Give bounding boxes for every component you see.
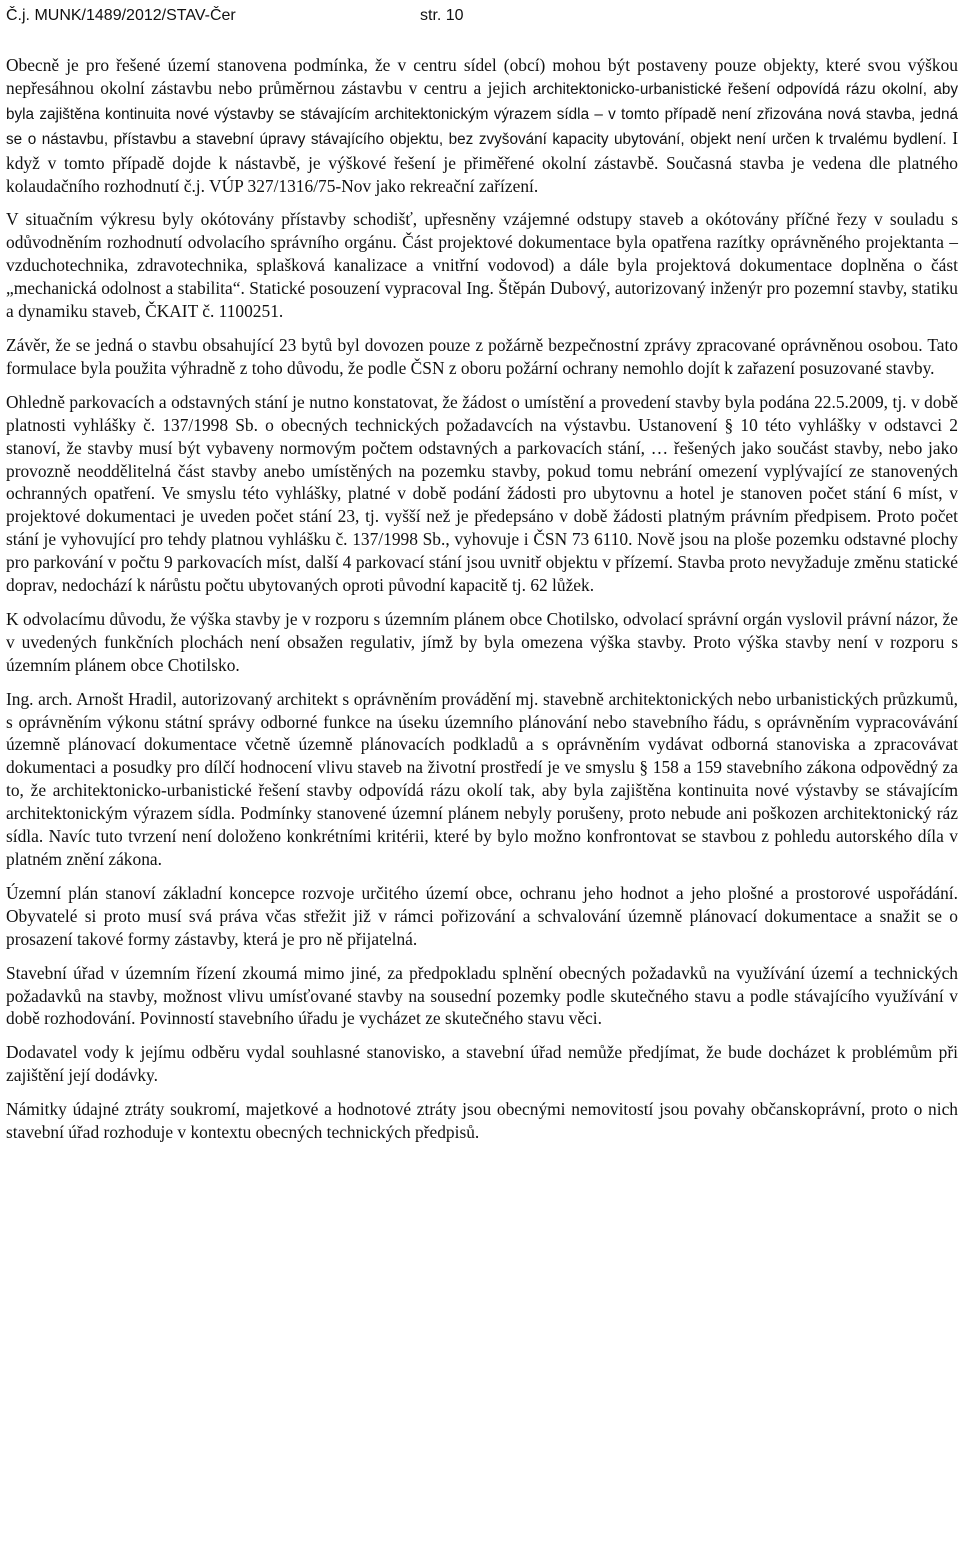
paragraph-site-plan: V situačním výkresu byly okótovány přístavby schodišť, upřesněny vzájemné odstupy staveb a okótovány příčné řezy v souladu s odůvodněním rozhodnutí odvolacího správního orgánu. Část projektové dokumentace byla opatřena razítky oprávněného projektanta – vzduchotechnika, zdravotechnika, splašková kanalizace a vnitřní vodovod) a dále byla projektová dokumentace doplněna o část „mechanická odolnost a stabilita“. Statické posouzení vypracoval Ing. Štěpán Dubový, autorizovaný inženýr pro pozemní stavby, statiku a dynamiku staveb, ČKAIT č. 1100251.: [6, 209, 958, 322]
document-page: [6, 0, 958, 1144]
paragraph-height-limits: [6, 54, 958, 197]
paragraph-water-supply: Dodavatel vody k jejímu odběru vydal souhlasné stanovisko, a stavební úřad nemůže předjímat, že bude docházet k problémům při zajištění její dodávky.: [6, 1042, 958, 1086]
page-header: [6, 0, 958, 34]
paragraph-spatial-plan: Územní plán stanoví základní koncepce rozvoje určitého území obce, ochranu jeho hodnot a jeho plošné a prostorové uspořádání. Obyvatelé si proto musí svá práva včas střežit již v rámci pořizování a schvalování územně plánovací dokumentace a snažit se o prosazení takové formy zástavby, která je pro ně přijatelná.: [6, 882, 958, 949]
paragraph-1-part-c: I když v tomto případě dojde k nástavbě, je výškové řešení je přiměřené okolní zástavbě. Současná stavba je vedena dle platného kolaudačního rozhodnutí č.j. VÚP 327/1316/75-Nov jako rekreační zařízení.: [6, 127, 959, 196]
paragraph-parking: Ohledně parkovacích a odstavných stání je nutno konstatovat, že žádost o umístění a provedení stavby byla podána 22.5.2009, tj. v době platnosti vyhlášky č. 137/1998 Sb. o obecných technických požadavcích na výstavbu. Ustanovení § 10 této vyhlášky v odstavci 2 stanoví, že stavby musí být vybaveny normovým počtem odstavných a parkovacích stání, … řešených jako součást stavby, nebo jako provozně neoddělitelná část stavby anebo umístěných na pozemku stavby, pokud tomu nebrání omezení vyplývající ze stanovených ochranných opatření. Ve smyslu této vyhlášky, platné v době podání žádosti pro ubytovnu a hotel je stanoven počet stání 6 míst, v projektové dokumentaci je uveden počet stání 23, tj. vyšší než je předepsáno v době žádosti platným právním předpisem. Proto počet stání je vyhovující pro tehdy platnou vyhlášku č. 137/1998 Sb., vyhovuje i ČSN 73 6110. Nově jsou na ploše pozemku odstavné plochy pro parkování v počtu 9 parkovacích míst, další 4 parkovací stání jsou uvnitř objektu v přízemí. Stavba proto nevyžaduje změnu statické doprav, nedochází k nárůstu počtu ubytovaných oproti původní kapacitě tj. 62 lůžek.: [6, 391, 958, 596]
paragraph-building-office: Stavební úřad v územním řízení zkoumá mimo jiné, za předpokladu splnění obecných požadavků na využívání území a technických požadavků na stavby, možnost vlivu umísťované stavby na sousední pozemky podle skutečného stavu a podle stávajícího využívání v době rozhodování. Povinností stavebního úřadu je vycházet ze skutečného stavu věci.: [6, 962, 958, 1029]
paragraph-zoning-plan: K odvolacímu důvodu, že výška stavby je v rozporu s územním plánem obce Chotilsko, odvolací správní orgán vyslovil právní názor, že v uvedených funkčních plochách není obsažen regulativ, jímž by byla omezena výška stavby. Proto výška stavby není v rozporu s územním plánem obce Chotilsko.: [6, 608, 958, 675]
page-number: str. 10: [420, 7, 464, 24]
paragraph-architect: Ing. arch. Arnošt Hradil, autorizovaný architekt s oprávněním provádění mj. stavebně architektonických nebo urbanistických průzkumů, s oprávněním výkonu státní správy odborné funkce na úseku územního plánování nebo stavebního řádu, s oprávněním vypracovávání územně plánovací dokumentace včetně územně plánovacích podkladů a s oprávněním vydávat odborná stanoviska a zpracovávat dokumentaci a posudky pro dílčí hodnocení vlivu staveb na životní prostředí je ve smyslu § 158 a 159 stavebního zákona odpovědný za to, že architektonicko-urbanistické řešení stavby odpovídá rázu okolí tak, aby byla zajištěna kontinuita nové výstavby se stávajícím architektonickým výrazem sídla. Podmínky stanovené územní plánem nebyly porušeny, proto nebude ani poškozen architektonický ráz sídla. Navíc tuto tvrzení není doloženo konkrétními kritérii, které by bylo možno konfrontovat se stavbou z pohledu autorského díla v platném znění zákona.: [6, 688, 958, 869]
paragraph-1-part-b: architektonicko-urbanistické řešení odpovídá rázu okolní, aby byla zajištěna kontinuita nové výstavby se stávajícím architektonickým výrazem sídla – v tomto případě není zřizována nová stavba, jedná se o nástavbu, přístavbu a stavební úpravy stávajícího objektu, bez zvyšování kapacity ubytování, objekt není určen k trvalému bydlení.: [6, 80, 958, 148]
paragraph-objections: Námitky údajné ztráty soukromí, majetkové a hodnotové ztráty jsou obecnými nemovitostí jsou povahy občanskoprávní, proto o nich stavební úřad rozhoduje v kontextu obecných technických předpisů.: [6, 1099, 958, 1143]
reference-number: Č.j. MUNK/1489/2012/STAV-Čer: [6, 7, 236, 24]
paragraph-fire-report: Závěr, že se jedná o stavbu obsahující 23 bytů byl dovozen pouze z požárně bezpečnostní zprávy zpracované oprávněnou osobou. Tato formulace byla použita výhradně z toho důvodu, že podle ČSN z oboru požární ochrany nemohlo dojít k zařazení posuzované stavby.: [6, 334, 958, 378]
paragraph-1-part-a: Obecně je pro řešené území stanovena podmínka, že v centru sídel (obcí) mohou být postaveny pouze objekty, které svou výškou nepřesáhnou okolní zástavbu nebo průměrnou zástavbu v centru a jejich: [6, 55, 958, 98]
